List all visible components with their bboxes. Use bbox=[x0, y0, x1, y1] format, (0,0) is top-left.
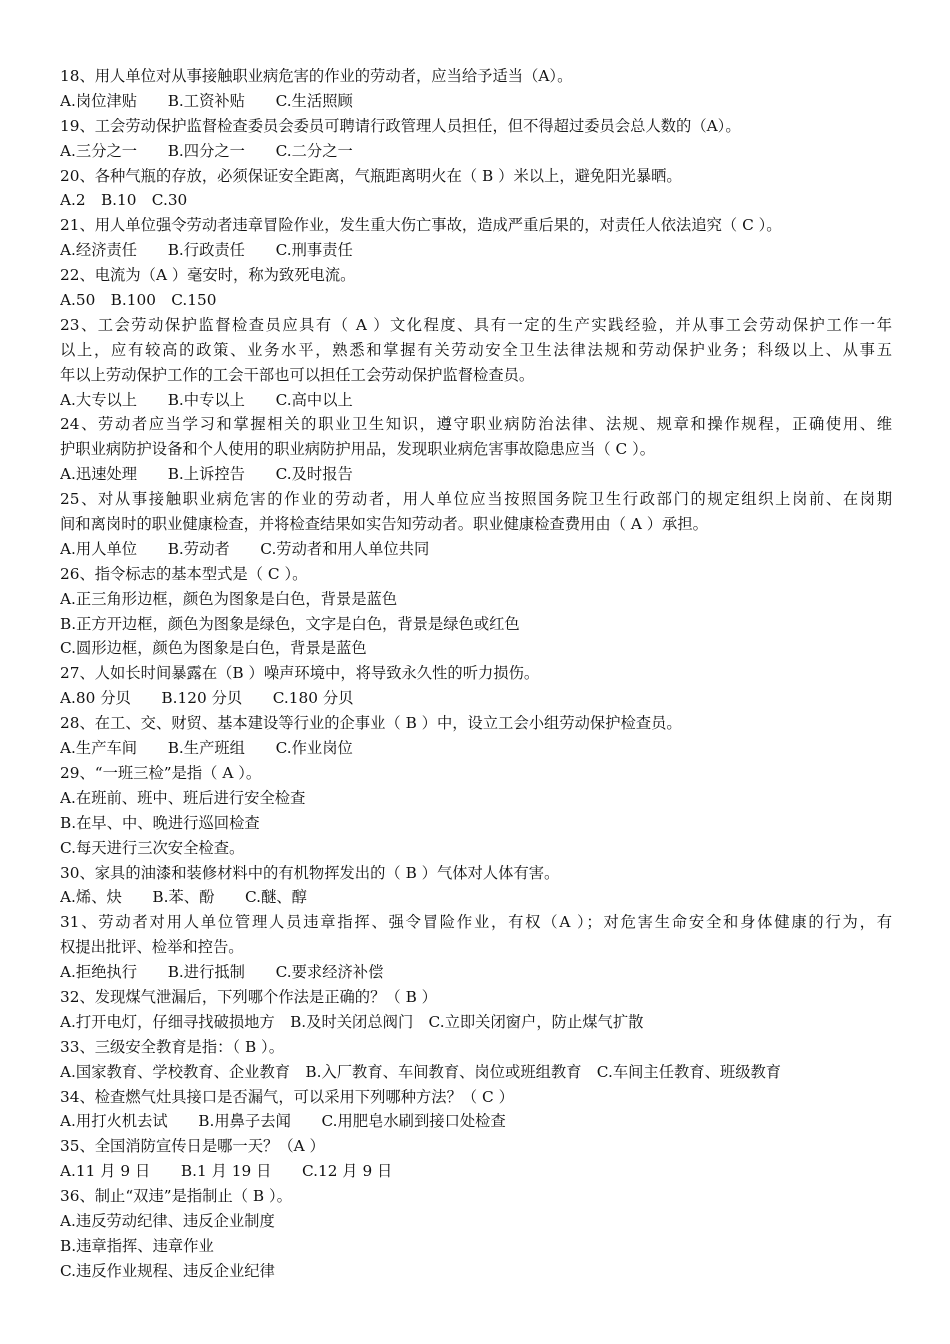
text-line: C.圆形边框，颜色为图象是白色，背景是蓝色 bbox=[60, 639, 367, 658]
text-line: 33、三级安全教育是指：（ B ）。 bbox=[60, 1037, 284, 1056]
text-line: 28、在工、交、财贸、基本建设等行业的企事业（ B ）中，设立工会小组劳动保护检查员。 bbox=[60, 714, 682, 733]
text-line: A.三分之一 B.四分之一 C.二分之一 bbox=[60, 141, 353, 160]
text-line: 34、检查燃气灶具接口是否漏气，可以采用下列哪种方法？（ C ） bbox=[60, 1087, 514, 1106]
text-line: 22、电流为（A ）毫安时，称为致死电流。 bbox=[60, 266, 356, 285]
text-line: A.烯、炔 B.苯、酚 C.醚、醇 bbox=[60, 888, 307, 907]
text-line: 20、各种气瓶的存放，必须保证安全距离，气瓶距离明火在（ B ）米以上，避免阳光暴晒。 bbox=[60, 166, 682, 185]
text-line: 年以上劳动保护工作的工会干部也可以担任工会劳动保护监督检查员。 bbox=[60, 365, 535, 384]
text-line: 35、全国消防宣传日是哪一天？（A ） bbox=[60, 1137, 325, 1156]
text-line: 21、用人单位强令劳动者违章冒险作业，发生重大伤亡事故，造成严重后果的，对责任人依法追究（ C ）。 bbox=[60, 216, 782, 235]
text-line: 27、人如长时间暴露在（B ）噪声环境中，将导致永久性的听力损伤。 bbox=[60, 664, 540, 683]
text-line: 权提出批评、检举和控告。 bbox=[60, 938, 244, 957]
text-line: A.岗位津贴 B.工资补贴 C.生活照顾 bbox=[60, 91, 353, 110]
text-line: A.经济责任 B.行政责任 C.刑事责任 bbox=[60, 241, 353, 260]
text-line: A.80 分贝 B.120 分贝 C.180 分贝 bbox=[60, 689, 354, 708]
text-line: 31、劳动者对用人单位管理人员违章指挥、强令冒险作业，有权（A ）；对危害生命安全和身体健康的行为，有 bbox=[60, 913, 892, 932]
text-line: 30、家具的油漆和装修材料中的有机物挥发出的（ B ）气体对人体有害。 bbox=[60, 863, 560, 882]
text-line: 间和离岗时的职业健康检查，并将检查结果如实告知劳动者。职业健康检查费用由（ A ）承担。 bbox=[60, 515, 708, 534]
text-line: B.违章指挥、违章作业 bbox=[60, 1236, 214, 1255]
text-line: A.违反劳动纪律、违反企业制度 bbox=[60, 1211, 275, 1230]
text-line: C.每天进行三次安全检查。 bbox=[60, 838, 245, 857]
document-body bbox=[60, 64, 892, 1284]
text-line: 36、制止“双违”是指制止（ B ）。 bbox=[60, 1187, 292, 1206]
text-line: A.大专以上 B.中专以上 C.高中以上 bbox=[60, 390, 353, 409]
text-line: A.2 B.10 C.30 bbox=[60, 191, 188, 210]
text-line: A.11 月 9 日 B.1 月 19 日 C.12 月 9 日 bbox=[60, 1162, 393, 1181]
text-line: A.国家教育、学校教育、企业教育 B.入厂教育、车间教育、岗位或班组教育 C.车间主任教育、班级教育 bbox=[60, 1062, 782, 1081]
text-line: A.打开电灯，仔细寻找破损地方 B.及时关闭总阀门 C.立即关闭窗户，防止煤气扩散 bbox=[60, 1012, 644, 1031]
text-line: A.50 B.100 C.150 bbox=[60, 291, 217, 310]
text-line: 18、用人单位对从事接触职业病危害的作业的劳动者，应当给予适当（A）。 bbox=[60, 67, 573, 85]
text-line: A.拒绝执行 B.进行抵制 C.要求经济补偿 bbox=[60, 963, 384, 982]
text-line: 以上，应有较高的政策、业务水平，熟悉和掌握有关劳动安全卫生法律法规和劳动保护业务；科级以上、从事五 bbox=[60, 340, 892, 359]
text-line: A.用人单位 B.劳动者 C.劳动者和用人单位共同 bbox=[60, 539, 430, 558]
text-line: B.在早、中、晚进行巡回检查 bbox=[60, 813, 260, 832]
text-line: C.违反作业规程、违反企业纪律 bbox=[60, 1261, 275, 1280]
text-line: B.正方开边框，颜色为图象是绿色，文字是白色，背景是绿色或红色 bbox=[60, 614, 520, 633]
text-line: 25、对从事接触职业病危害的作业的劳动者，用人单位应当按照国务院卫生行政部门的规定组织上岗前、在岗期 bbox=[60, 490, 892, 509]
text-line: 29、“一班三检”是指（ A ）。 bbox=[60, 763, 262, 782]
text-line: 19、工会劳动保护监督检查委员会委员可聘请行政管理人员担任，但不得超过委员会总人数的（A）。 bbox=[60, 116, 741, 135]
text-line: 26、指令标志的基本型式是（ C ）。 bbox=[60, 564, 308, 583]
text-line: 护职业病防护设备和个人使用的职业病防护用品，发现职业病危害事故隐患应当（ C ）。 bbox=[60, 440, 656, 459]
text-line: A.在班前、班中、班后进行安全检查 bbox=[60, 788, 306, 807]
text-line: A.用打火机去试 B.用鼻子去闻 C.用肥皂水刷到接口处检查 bbox=[60, 1112, 506, 1131]
text-line: A.正三角形边框，颜色为图象是白色，背景是蓝色 bbox=[60, 589, 398, 608]
text-line: A.生产车间 B.生产班组 C.作业岗位 bbox=[60, 739, 353, 758]
text-line: 23、工会劳动保护监督检查员应具有（ A ）文化程度、具有一定的生产实践经验，并从事工会劳动保护工作一年 bbox=[60, 315, 892, 334]
text-line: 32、发现煤气泄漏后，下列哪个作法是正确的？（ B ） bbox=[60, 987, 437, 1006]
text-line: A.迅速处理 B.上诉控告 C.及时报告 bbox=[60, 465, 353, 484]
text-line: 24、劳动者应当学习和掌握相关的职业卫生知识，遵守职业病防治法律、法规、规章和操作规程，正确使用、维 bbox=[60, 415, 892, 434]
